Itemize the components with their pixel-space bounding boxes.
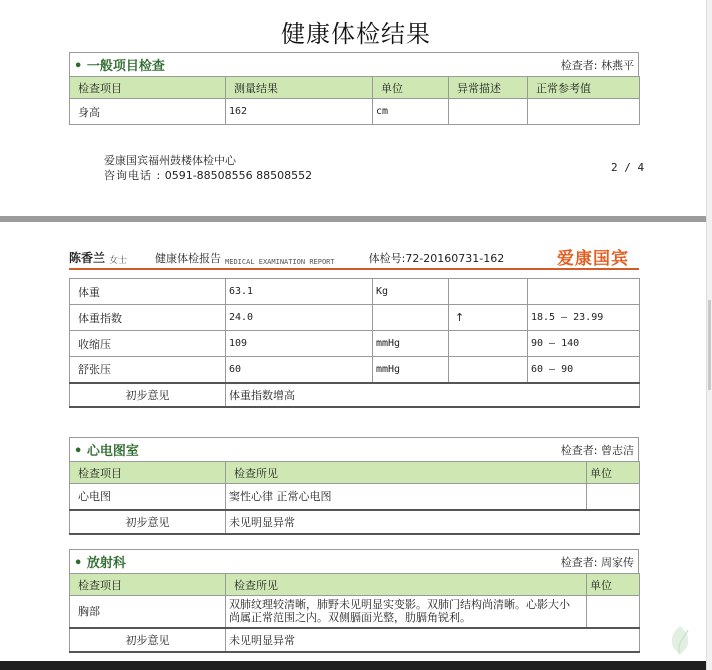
inspector: 检查者: 周家传 (560, 555, 634, 569)
result-cell: 109 (226, 331, 373, 357)
opinion-value: 未见明显异常 (226, 628, 640, 652)
inspector: 检查者: 林燕平 (560, 58, 634, 72)
opinion-label: 初步意见 (70, 510, 226, 534)
col-header: 测量结果 (226, 77, 373, 99)
unit-cell (587, 596, 640, 628)
item-cell: 舒张压 (70, 357, 226, 383)
table-header-row (70, 77, 640, 99)
col-header: 检查所见 (226, 574, 587, 596)
col-header: 正常参考值 (528, 77, 640, 99)
page-number: 2 / 4 (611, 161, 645, 174)
unit-cell: cm (373, 99, 449, 125)
page-footer (104, 153, 312, 183)
item-cell: 身高 (70, 99, 226, 125)
abnormal-cell (449, 331, 528, 357)
section-radiology-header (69, 549, 639, 573)
ecg-table (69, 461, 640, 535)
col-header: 单位 (373, 77, 449, 99)
opinion-label: 初步意见 (70, 628, 226, 652)
scrollbar-thumb[interactable] (708, 300, 711, 390)
item-cell: 体重 (70, 279, 226, 305)
item-cell: 收缩压 (70, 331, 226, 357)
page-divider (0, 216, 706, 222)
report-label: 健康体检报告 (155, 252, 222, 265)
opinion-row (70, 510, 640, 534)
item-cell: 体重指数 (70, 305, 226, 331)
finding-cell: 窦性心律 正常心电图 (226, 484, 587, 510)
section-name: • 一般项目检查 (74, 59, 165, 74)
result-cell: 63.1 (226, 279, 373, 305)
leaf-icon (666, 622, 694, 659)
center-name: 爱康国宾福州鼓楼体检中心 (104, 154, 236, 167)
phone-label: 咨询电话 : (104, 169, 162, 182)
patient-name: 陈香兰 (69, 251, 106, 265)
table-row (70, 484, 640, 510)
table-row (70, 99, 640, 125)
result-cell: 60 (226, 357, 373, 383)
brand-logo: 爱康国宾 (557, 249, 629, 269)
result-cell: 162 (226, 99, 373, 125)
table-header-row (70, 574, 640, 596)
opinion-value: 未见明显异常 (226, 510, 640, 534)
abnormal-cell (449, 357, 528, 383)
item-cell: 心电图 (70, 484, 226, 510)
exam-id: 体检号:72-20160731-162 (368, 252, 505, 265)
col-header: 单位 (587, 574, 640, 596)
table-row (70, 305, 640, 331)
section-ecg-header (69, 437, 639, 461)
report-header (69, 244, 639, 270)
abnormal-cell (449, 279, 528, 305)
col-header: 单位 (587, 462, 640, 484)
item-cell: 胸部 (70, 596, 226, 628)
reference-cell: 18.5 — 23.99 (528, 305, 640, 331)
section-name: • 放射科 (74, 556, 126, 571)
col-header: 检查所见 (226, 462, 587, 484)
finding-cell: 双肺纹理较清晰，肺野未见明显实变影。双肺门结构尚清晰。心影大小尚属正常范围之内。双侧膈面光整，肋膈角锐利。 (226, 596, 587, 628)
col-header: 检查项目 (70, 462, 226, 484)
unit-cell: mmHg (373, 331, 449, 357)
unit-cell: mmHg (373, 357, 449, 383)
section-general-header (69, 52, 639, 76)
reference-cell (528, 279, 640, 305)
unit-cell (373, 305, 449, 331)
table-row (70, 357, 640, 383)
opinion-row (70, 628, 640, 652)
col-header: 检查项目 (70, 77, 226, 99)
reference-cell: 90 — 140 (528, 331, 640, 357)
reference-cell: 60 — 90 (528, 357, 640, 383)
phone-number: 0591-88508556 88508552 (164, 169, 313, 182)
opinion-row (70, 383, 640, 407)
col-header: 异常描述 (449, 77, 528, 99)
general-exam-table-continued (69, 278, 640, 408)
col-header: 检查项目 (70, 574, 226, 596)
table-row (70, 331, 640, 357)
inspector: 检查者: 曾志洁 (560, 443, 634, 457)
abnormal-cell: ↑ (449, 305, 528, 331)
opinion-label: 初步意见 (70, 383, 226, 407)
unit-cell: Kg (373, 279, 449, 305)
table-row (70, 596, 640, 628)
result-cell: 24.0 (226, 305, 373, 331)
reference-cell (528, 99, 640, 125)
section-name: • 心电图室 (74, 444, 139, 459)
page-title: 健康体检结果 (281, 20, 431, 48)
table-header-row (70, 462, 640, 484)
radiology-table (69, 573, 640, 653)
abnormal-cell (449, 99, 528, 125)
report-label-en: MEDICAL EXAMINATION REPORT (225, 258, 335, 266)
unit-cell (587, 484, 640, 510)
patient-title: 女士 (109, 256, 128, 266)
table-row (70, 279, 640, 305)
opinion-value: 体重指数增高 (226, 383, 640, 407)
bottom-bar (0, 661, 706, 670)
general-exam-table (69, 76, 640, 125)
